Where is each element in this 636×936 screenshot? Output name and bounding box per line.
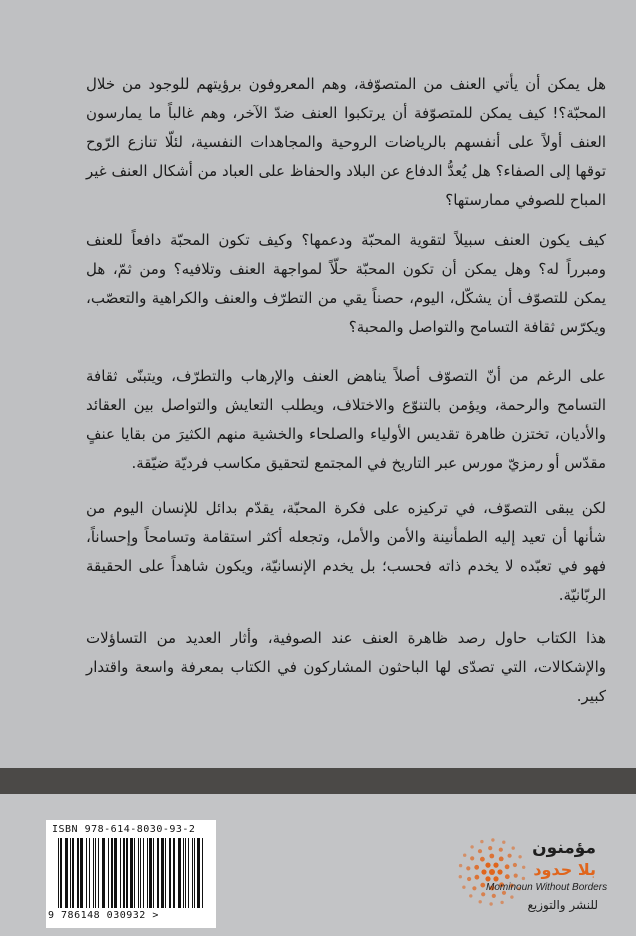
logo-dot — [491, 838, 494, 841]
barcode-bar — [188, 838, 189, 908]
barcode-bar — [58, 838, 59, 908]
barcode-bar — [134, 838, 135, 908]
barcode-bar — [60, 838, 62, 908]
logo-dot — [489, 854, 494, 859]
barcode-bar — [169, 838, 171, 908]
barcode-bar — [120, 838, 121, 908]
logo-dot — [518, 855, 521, 858]
barcode-bar — [153, 838, 154, 908]
barcode-bar — [102, 838, 105, 908]
logo-dot — [505, 864, 510, 869]
isbn-label: ISBN 978-614-8030-93-2 — [52, 824, 196, 835]
barcode-bar — [65, 838, 68, 908]
barcode-bar — [86, 838, 87, 908]
barcode-number: 9 786148 030932 > — [48, 910, 159, 921]
paragraph-4: لكن يبقى التصوّف، في تركيزه على فكرة المحبّة، يقدّم بدائل للإنسان اليوم من شأنها أن تعيد إليه الطمأنينة والأمن والأمل، وتجعله أكثر استقامة وتسامحاً وإحساناً، فهو في تعبّده لا يخدم ذاته فحسب؛ بل يخدم الإنسانيّة، ويكون شاهداً على الحقيقة الربّانيّة. — [86, 499, 606, 604]
publisher-logo — [452, 832, 608, 928]
dark-divider-band — [0, 768, 636, 794]
logo-dot — [480, 840, 483, 843]
barcode-bar — [111, 838, 113, 908]
logo-dot — [513, 863, 517, 867]
paragraph-3: على الرغم من أنّ التصوّف أصلاً يناهض العنف والإرهاب والتطرّف، ويتبنّى ثقافة التسامح والرحمة، ويؤمن بالتنوّع والاختلاف، ويطلب التعايش والتواصل بين العقائد والأديان، تختزن ظاهرة تقديس الأولياء والصلحاء والخشية منهم الكثيرَ من بقايا عنفٍ مقدّس أو رمزيّ مورس عبر التاريخ في المجتمع لتحقيق مكاسب فرديّة ضيّقة. — [86, 367, 606, 472]
logo-dot — [485, 876, 490, 881]
logo-dot — [462, 886, 465, 889]
barcode-bar — [194, 838, 195, 908]
logo-dot — [508, 854, 512, 858]
logo-dot — [459, 864, 462, 867]
logo-dot — [480, 857, 485, 862]
publisher-tagline: للنشر والتوزيع — [527, 898, 598, 912]
barcode-bar — [149, 838, 152, 908]
logo-dot — [505, 874, 510, 879]
paragraph-2: كيف يكون العنف سبيلاً لتقوية المحبّة ودعمها؟ وكيف تكون المحبّة دافعاً للعنف ومبرراً له؟ وهل يمكن أن تكون المحبّة حلّاً لمواجهة العنف وتلافيه؟ ومن ثمّ، هل يمكن للتصوّف أن يشكّل، اليوم، حصناً يقي من التطرّف والعنف والكراهية والتعصّب، ويكرّس ثقافة التسامح والتواصل والمحبة؟ — [86, 231, 606, 336]
barcode-bar — [80, 838, 83, 908]
barcode-bar — [72, 838, 74, 908]
logo-dot — [493, 876, 498, 881]
logo-dot — [499, 857, 504, 862]
barcode-bar — [143, 838, 144, 908]
logo-dot — [522, 877, 525, 880]
logo-dot — [479, 900, 482, 903]
logo-dot — [522, 866, 525, 869]
logo-dot — [466, 866, 470, 870]
barcode-bars — [54, 838, 208, 910]
barcode-bar — [95, 838, 96, 908]
logo-dot — [481, 869, 486, 874]
publisher-name-en: Mominoun Without Borders — [486, 882, 608, 893]
logo-dot — [469, 894, 472, 897]
logo-dot — [475, 875, 480, 880]
barcode-bar — [77, 838, 79, 908]
barcode-bar — [138, 838, 139, 908]
logo-dot — [488, 846, 492, 850]
logo-dot — [470, 856, 474, 860]
barcode-bar — [108, 838, 109, 908]
barcode-bar — [147, 838, 148, 908]
barcode-bar — [98, 838, 99, 908]
logo-dot — [478, 849, 482, 853]
barcode-bar — [140, 838, 141, 908]
barcode-bar — [130, 838, 133, 908]
publisher-name-ar-line2: بلا حدود — [533, 860, 596, 879]
barcode-bar — [183, 838, 184, 908]
barcode-bar — [126, 838, 128, 908]
logo-dot — [493, 863, 498, 868]
logo-dot — [514, 874, 518, 878]
logo-dot — [481, 892, 485, 896]
logo-dot — [467, 877, 471, 881]
logo-dot — [512, 846, 515, 849]
logo-dot — [497, 869, 502, 874]
barcode-bar — [185, 838, 186, 908]
logo-dot — [485, 863, 490, 868]
logo-dot — [459, 875, 462, 878]
barcode-bar — [197, 838, 200, 908]
logo-dot — [472, 886, 476, 890]
logo-dot — [474, 865, 479, 870]
isbn-barcode — [46, 820, 216, 928]
logo-dot — [470, 845, 473, 848]
logo-dot — [499, 848, 503, 852]
paragraph-5: هذا الكتاب حاول رصد ظاهرة العنف عند الصوفية، وأثار العديد من التساؤلات والإشكالات، التي تصدّى لها الباحثون المشاركون في الكتاب بمعرفة واسعة واقتدار كبير. — [86, 629, 606, 705]
logo-dot — [480, 883, 485, 888]
barcode-bar — [165, 838, 166, 908]
barcode-bar — [123, 838, 125, 908]
logo-dot — [463, 854, 466, 857]
logo-dot — [502, 841, 505, 844]
paragraph-1: هل يمكن أن يأتي العنف من المتصوّفة، وهم المعروفون برؤيتهم للوجود من خلال المحبّة؟! كيف يمكن للمتصوّفة أن يرتكبوا العنف ضدّ الآخر، وهم غالباً ما يمارسون العنف أولاً على أنفسهم بالرياضات الروحية والمجاهدات النفسية، لئلّا تنازع الرّوح توقها إلى الصفاء؟ هل يُعدُّ الدفاع عن البلاد والحفاظ على العباد من أشكال العنف غير المباح للصوفي ممارستها؟ — [86, 75, 606, 209]
barcode-bar — [93, 838, 94, 908]
barcode-bar — [157, 838, 159, 908]
barcode-bar — [161, 838, 164, 908]
barcode-bar — [114, 838, 117, 908]
barcode-bar — [70, 838, 71, 908]
publisher-name-ar-line1: مؤمنون — [532, 838, 596, 858]
barcode-bar — [178, 838, 181, 908]
barcode-bar — [173, 838, 175, 908]
barcode-bar — [202, 838, 203, 908]
barcode-bar — [192, 838, 193, 908]
logo-dot — [489, 869, 495, 875]
barcode-bar — [89, 838, 90, 908]
